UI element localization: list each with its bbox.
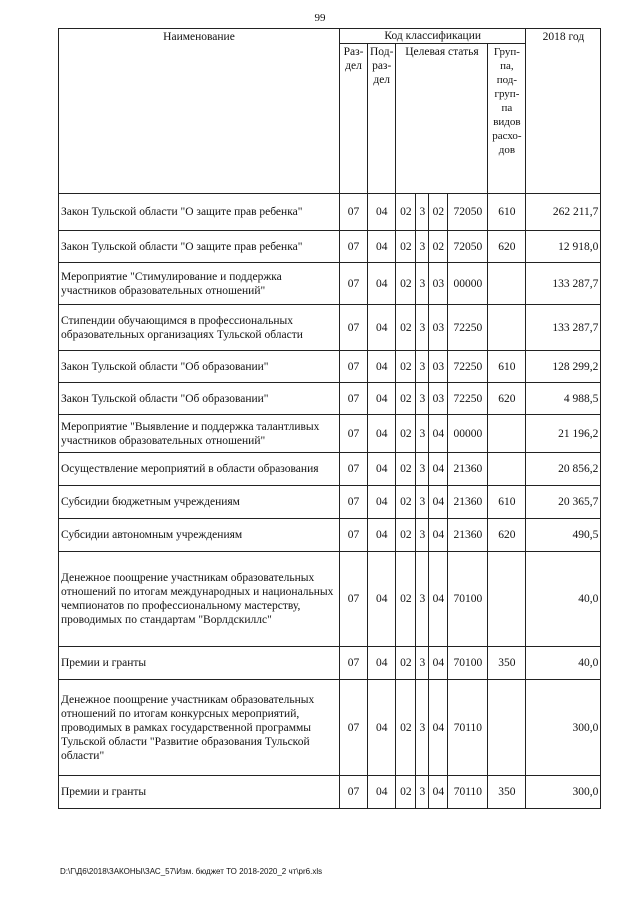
subsection-code: 04: [368, 680, 396, 776]
row-name: Мероприятие "Стимулирование и поддержка участников образовательных отношений": [59, 263, 340, 305]
amount-2018: 262 211,7: [526, 194, 601, 231]
amount-2018: 20 856,2: [526, 453, 601, 486]
section-code: 07: [340, 231, 368, 263]
direction-code: 72250: [448, 383, 488, 415]
row-name: Закон Тульской области "О защите прав ребенка": [59, 231, 340, 263]
expense-type-code: 610: [488, 351, 526, 383]
budget-table: [58, 28, 601, 809]
program-code: 02: [396, 453, 416, 486]
row-name: Денежное поощрение участникам образовательных отношений по итогам международных и национальных чемпионатов по профессиональному мастерству, проводимых по стандартам "Ворлдскиллс": [59, 552, 340, 647]
direction-code: 21360: [448, 519, 488, 552]
program-code: 02: [396, 415, 416, 453]
amount-2018: 21 196,2: [526, 415, 601, 453]
event-code: 04: [429, 415, 448, 453]
direction-code: 70100: [448, 647, 488, 680]
amount-2018: 490,5: [526, 519, 601, 552]
subprogram-code: 3: [416, 680, 429, 776]
direction-code: 70110: [448, 776, 488, 809]
amount-2018: 20 365,7: [526, 486, 601, 519]
direction-code: 70100: [448, 552, 488, 647]
section-code: 07: [340, 305, 368, 351]
subsection-code: 04: [368, 486, 396, 519]
expense-type-code: 620: [488, 231, 526, 263]
section-code: 07: [340, 453, 368, 486]
direction-code: 72050: [448, 194, 488, 231]
row-name: Субсидии бюджетным учреждениям: [59, 486, 340, 519]
header-name: Наименование: [59, 29, 340, 194]
program-code: 02: [396, 383, 416, 415]
table-row: [59, 351, 601, 383]
section-code: 07: [340, 680, 368, 776]
program-code: 02: [396, 647, 416, 680]
table-row: [59, 519, 601, 552]
subsection-code: 04: [368, 305, 396, 351]
subprogram-code: 3: [416, 305, 429, 351]
amount-2018: 128 299,2: [526, 351, 601, 383]
subsection-code: 04: [368, 194, 396, 231]
header-target: Целевая статья: [396, 44, 488, 194]
section-code: 07: [340, 552, 368, 647]
amount-2018: 40,0: [526, 647, 601, 680]
expense-type-code: [488, 680, 526, 776]
page-number: 99: [314, 12, 326, 24]
direction-code: 72050: [448, 231, 488, 263]
table-row: [59, 415, 601, 453]
program-code: 02: [396, 519, 416, 552]
amount-2018: 12 918,0: [526, 231, 601, 263]
event-code: 04: [429, 519, 448, 552]
subprogram-code: 3: [416, 647, 429, 680]
direction-code: 72250: [448, 351, 488, 383]
subprogram-code: 3: [416, 263, 429, 305]
program-code: 02: [396, 194, 416, 231]
subsection-code: 04: [368, 351, 396, 383]
table-row: [59, 486, 601, 519]
event-code: 04: [429, 453, 448, 486]
header-subsection: Под- раз- дел: [368, 44, 396, 194]
program-code: 02: [396, 351, 416, 383]
section-code: 07: [340, 383, 368, 415]
subsection-code: 04: [368, 519, 396, 552]
program-code: 02: [396, 263, 416, 305]
section-code: 07: [340, 263, 368, 305]
program-code: 02: [396, 776, 416, 809]
expense-type-code: [488, 552, 526, 647]
subsection-code: 04: [368, 383, 396, 415]
file-path-footer: D:\Г\Д6\2018\ЗАКОНЫ\ЗАС_57\Изм. бюджет ТО 2018-2020_2 чт\pr6.xls: [60, 867, 323, 876]
row-name: Закон Тульской области "Об образовании": [59, 351, 340, 383]
program-code: 02: [396, 552, 416, 647]
section-code: 07: [340, 776, 368, 809]
section-code: 07: [340, 519, 368, 552]
subprogram-code: 3: [416, 453, 429, 486]
subprogram-code: 3: [416, 231, 429, 263]
subsection-code: 04: [368, 552, 396, 647]
table-row: [59, 305, 601, 351]
expense-type-code: 350: [488, 647, 526, 680]
table-row: [59, 776, 601, 809]
event-code: 04: [429, 647, 448, 680]
expense-type-code: [488, 453, 526, 486]
expense-type-code: [488, 415, 526, 453]
subprogram-code: 3: [416, 776, 429, 809]
subprogram-code: 3: [416, 415, 429, 453]
program-code: 02: [396, 231, 416, 263]
subprogram-code: 3: [416, 552, 429, 647]
amount-2018: 133 287,7: [526, 305, 601, 351]
header-section: Раз- дел: [340, 44, 368, 194]
event-code: 04: [429, 486, 448, 519]
section-code: 07: [340, 486, 368, 519]
subprogram-code: 3: [416, 519, 429, 552]
subprogram-code: 3: [416, 383, 429, 415]
subsection-code: 04: [368, 415, 396, 453]
amount-2018: 133 287,7: [526, 263, 601, 305]
expense-type-code: 610: [488, 194, 526, 231]
table-row: [59, 383, 601, 415]
subsection-code: 04: [368, 263, 396, 305]
amount-2018: 4 988,5: [526, 383, 601, 415]
program-code: 02: [396, 486, 416, 519]
row-name: Денежное поощрение участникам образовательных отношений по итогам конкурсных мероприятий, проводимых в рамках государственной программы Тульской области "Развитие образования Тульской области": [59, 680, 340, 776]
row-name: Мероприятие "Выявление и поддержка талантливых участников образовательных отношений": [59, 415, 340, 453]
table-row: [59, 680, 601, 776]
direction-code: 70110: [448, 680, 488, 776]
event-code: 04: [429, 776, 448, 809]
row-name: Премии и гранты: [59, 647, 340, 680]
expense-type-code: 610: [488, 486, 526, 519]
header-year: 2018 год: [526, 29, 601, 194]
direction-code: 00000: [448, 263, 488, 305]
subprogram-code: 3: [416, 351, 429, 383]
event-code: 03: [429, 351, 448, 383]
subsection-code: 04: [368, 453, 396, 486]
row-name: Премии и гранты: [59, 776, 340, 809]
section-code: 07: [340, 351, 368, 383]
expense-type-code: [488, 263, 526, 305]
row-name: Закон Тульской области "О защите прав ребенка": [59, 194, 340, 231]
subsection-code: 04: [368, 776, 396, 809]
table-row: [59, 231, 601, 263]
table-row: [59, 194, 601, 231]
table-row: [59, 453, 601, 486]
amount-2018: 40,0: [526, 552, 601, 647]
row-name: Стипендии обучающимся в профессиональных образовательных организациях Тульской области: [59, 305, 340, 351]
section-code: 07: [340, 647, 368, 680]
table-row: [59, 552, 601, 647]
expense-type-code: 350: [488, 776, 526, 809]
event-code: 04: [429, 552, 448, 647]
section-code: 07: [340, 194, 368, 231]
header-code-group: Код классификации: [340, 29, 526, 44]
row-name: Осуществление мероприятий в области образования: [59, 453, 340, 486]
amount-2018: 300,0: [526, 680, 601, 776]
event-code: 02: [429, 194, 448, 231]
row-name: Закон Тульской области "Об образовании": [59, 383, 340, 415]
event-code: 03: [429, 263, 448, 305]
program-code: 02: [396, 680, 416, 776]
section-code: 07: [340, 415, 368, 453]
amount-2018: 300,0: [526, 776, 601, 809]
header-group: Груп- па, под- груп- па видов расхо- дов: [488, 44, 526, 194]
expense-type-code: 620: [488, 519, 526, 552]
subsection-code: 04: [368, 231, 396, 263]
event-code: 03: [429, 305, 448, 351]
event-code: 04: [429, 680, 448, 776]
expense-type-code: 620: [488, 383, 526, 415]
direction-code: 72250: [448, 305, 488, 351]
direction-code: 00000: [448, 415, 488, 453]
subprogram-code: 3: [416, 486, 429, 519]
program-code: 02: [396, 305, 416, 351]
subsection-code: 04: [368, 647, 396, 680]
event-code: 03: [429, 383, 448, 415]
table-row: [59, 263, 601, 305]
table-row: [59, 647, 601, 680]
event-code: 02: [429, 231, 448, 263]
row-name: Субсидии автономным учреждениям: [59, 519, 340, 552]
direction-code: 21360: [448, 453, 488, 486]
direction-code: 21360: [448, 486, 488, 519]
expense-type-code: [488, 305, 526, 351]
subprogram-code: 3: [416, 194, 429, 231]
